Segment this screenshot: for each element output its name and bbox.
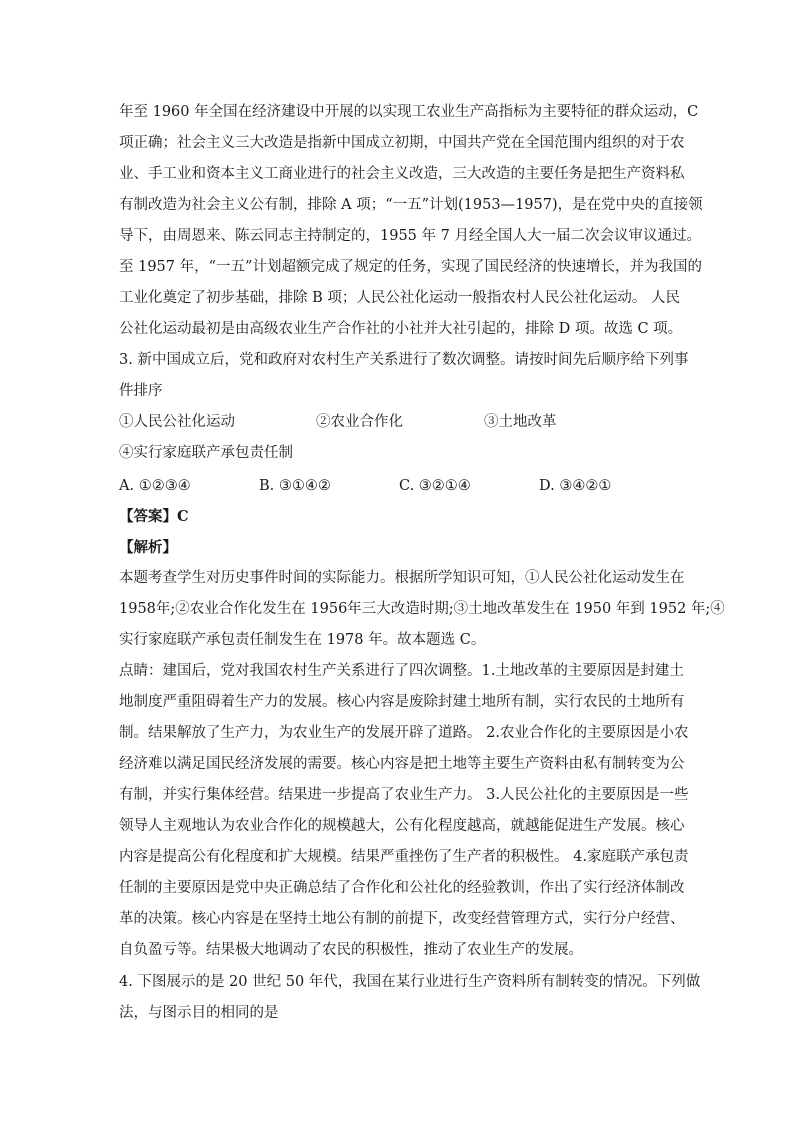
- note-line: 内容是提高公有化程度和扩大规模。结果严重挫伤了生产者的积极性。 4.家庭联产承包责: [119, 849, 689, 865]
- option-a: A. ①②③④: [119, 478, 191, 494]
- note-line: 革的决策。核心内容是在坚持土地公有制的前提下，改变经营管理方式，实行分户经营、: [119, 911, 685, 927]
- text-line: 年至 1960 年全国在经济建设中开展的以实现工农业生产高指标为主要特征的群众运动，C: [119, 104, 699, 120]
- text-line: 有制改造为社会主义公有制，排除 A 项；“一五”计划(1953—1957)，是在党中央的直接领: [119, 197, 703, 213]
- note-line: 领导人主观地认为农业合作化的规模越大，公有化程度越高，就越能促进生产发展。核心: [119, 818, 685, 834]
- text-line: 工业化奠定了初步基础，排除 B 项；人民公社化运动一般指农村人民公社化运动。 人民: [119, 290, 680, 306]
- note-line: 点睛：建国后，党对我国农村生产关系进行了四次调整。1.土地改革的主要原因是封建土: [119, 663, 684, 679]
- question-4-stem: 4. 下图展示的是 20 世纪 50 年代，我国在某行业进行生产资料所有制转变的情况。下列做: [119, 974, 701, 990]
- event-2: ②农业合作化: [316, 414, 403, 430]
- note-line: 任制的主要原因是党中央正确总结了合作化和公社化的经验教训，作出了实行经济体制改: [119, 880, 685, 896]
- note-line: 有制，并实行集体经营。结果进一步提高了农业生产力。 3.人民公社化的主要原因是一些: [119, 787, 689, 803]
- note-line: 经济难以满足国民经济发展的需要。核心内容是把土地等主要生产资料由私有制转变为公: [119, 756, 685, 772]
- event-1: ①人民公社化运动: [119, 414, 235, 430]
- note-line: 制。结果解放了生产力，为农业生产的发展开辟了道路。 2.农业合作化的主要原因是小农: [119, 725, 689, 741]
- text-line: 至 1957 年，“一五”计划超额完成了规定的任务，实现了国民经济的快速增长，并为我国的: [119, 259, 702, 275]
- event-4: ④实行家庭联产承包责任制: [119, 445, 293, 461]
- option-b: B. ③①④②: [259, 478, 331, 494]
- option-d: D. ③④②①: [539, 478, 612, 494]
- text-line: 项正确；社会主义三大改造是指新中国成立初期，中国共产党在全国范围内组织的对于农: [119, 135, 685, 151]
- text-line: 业、手工业和资本主义工商业进行的社会主义改造，三大改造的主要任务是把生产资料私: [119, 166, 685, 182]
- analysis-line: 本题考查学生对历史事件时间的实际能力。根据所学知识可知，①人民公社化运动发生在: [119, 570, 685, 586]
- analysis-line: 实行家庭联产承包责任制发生在 1978 年。故本题选 C。: [119, 632, 486, 648]
- event-3: ③土地改革: [484, 414, 557, 430]
- answer-label: 【答案】C: [119, 508, 189, 525]
- note-line: 自负盈亏等。结果极大地调动了农民的积极性，推动了农业生产的发展。: [119, 942, 583, 958]
- text-line: 公社化运动最初是由高级农业生产合作社的小社并大社引起的，排除 D 项。故选 C 项。: [119, 321, 683, 337]
- text-line: 导下，由周恩来、陈云同志主持制定的，1955 年 7 月经全国人大一届二次会议审议通过。: [119, 228, 701, 244]
- question-4-stem: 法，与图示目的相同的是: [119, 1005, 279, 1021]
- option-c: C. ③②①④: [399, 478, 471, 494]
- question-3-stem: 3. 新中国成立后，党和政府对农村生产关系进行了数次调整。请按时间先后顺序给下列事: [119, 352, 689, 368]
- analysis-line: 1958年;②农业合作化发生在 1956年三大改造时期;③土地改革发生在 1950 年到 1952 年;④: [119, 601, 725, 617]
- note-line: 地制度严重阻碍着生产力的发展。核心内容是废除封建土地所有制，实行农民的土地所有: [119, 694, 685, 710]
- analysis-label: 【解析】: [119, 539, 177, 556]
- question-3-stem: 件排序: [119, 383, 163, 399]
